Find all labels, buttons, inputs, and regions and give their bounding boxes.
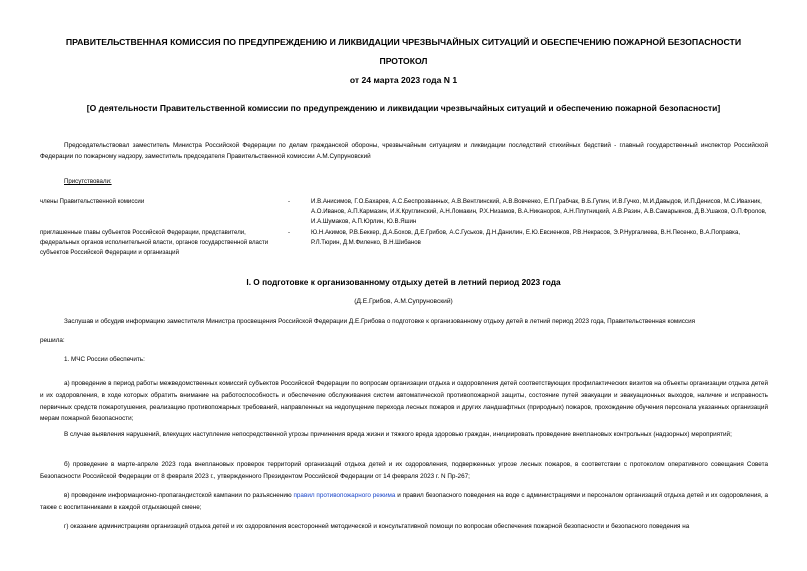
doc-subject: [О деятельности Правительственной комиссии по предупреждению и ликвидации чрезвычайных ситуаций и обеспечению пожарной безопасности] [86,103,721,113]
section-speakers: (Д.Е.Грибов, А.М.Супруновский) [354,298,453,305]
section-intro: Заслушав и обсудив информацию заместителя Министра просвещения Российской Федерации Д.Е.Грибова о подготовке к организованному отдыху детей в летний период 2023 года, Правительственная комиссия [64,318,696,325]
doc-type: ПРОТОКОЛ [379,56,428,66]
section-title: I. О подготовке к организованному отдыху детей в летний период 2023 года [246,277,561,287]
item-g: г) оказание администрациям организаций отдыха детей и их оздоровления всесторонней методической и консультативной помощи по вопросам обеспечения пожарной безопасности и безопасного поведения на [64,523,690,530]
doc-date-number: от 24 марта 2023 года N 1 [349,75,458,85]
item-v-text-before: в) проведение информационно-пропагандистской кампании по разъяснению [64,492,294,499]
item-v-text-after: и правил безопасного поведения на воде с администрациями и персоналом организаций отдыха детей и их оздоровления, а также с воспитанниками в каждой отдыхающей смене; [40,492,768,511]
decided-label: решила: [40,337,65,344]
commission-title: ПРАВИТЕЛЬСТВЕННАЯ КОМИССИЯ ПО ПРЕДУПРЕЖДЕНИЮ И ЛИКВИДАЦИИ ЧРЕЗВЫЧАЙНЫХ СИТУАЦИЙ И ОБЕСПЕЧЕНИЮ ПОЖАРНОЙ БЕЗОПАСНОСТИ [65,37,742,47]
item-v [40,490,768,514]
item-b: б) проведение в марте-апреле 2023 года внеплановых проверок территорий организаций отдыха детей и их оздоровления, подверженных угрозе лесных пожаров, в соответствии с протоколом оперативного совещания Совета Безопасности Российской Федерации от 8 февраля 2023 г., утвержденного Президентом Российской Федерации от 14 февраля 2023 г. N Пр-267; [40,461,768,480]
attendees-heading: Присутствовали: [64,178,112,185]
item-a: а) проведение в период работы межведомственных комиссий субъектов Российской Федерации по вопросам организации отдыха и оздоровления детей соответствующих профилактических визитов на объекты организации отдыха детей и их оздоровления, в ходе которых обратить внимание на работоспособность и обеспечение обслуживания систем автоматической противопожарной защиты, состояние путей эвакуации и эвакуационных выходов, наличие и исправность первичных средств пожаротушения, реализацию противопожарных требований, направленных на недопущение перехода лесных пожаров и других ландшафтных (природных) пожаров, прохождение обучения персонала указанных организаций мерам пожарной безопасности; [40,380,768,423]
attendee-role-members: члены Правительственной комиссии [40,198,145,205]
item-1: 1. МЧС России обеспечить: [64,356,145,363]
attendee-names-members: И.В.Анисимов, Г.О.Бахарев, А.С.Беспрозванных, А.В.Вентлинский, А.В.Вовченко, Е.П.Грабчак, В.Б.Гупин, И.В.Гучко, М.И.Давыдов, И.П.Денисов, М.С.Ивахник, А.О.Иванов, А.П.Кармазин, И.К.Круглинский, А.Н.Ломакин, Р.Х.Низамов, В.А.Никаноров, А.Н.Плутницкий, А.В.Разин, А.В.Самарыкнов, Д.В.Ушаков, О.П.Фролов, И.А.Шумаков, А.П.Юрлин, Ю.В.Яшин [311,198,767,225]
attendee-dash: - [288,229,291,236]
presiding-paragraph: Председательствовал заместитель Министра Российской Федерации по делам гражданской обороны, чрезвычайным ситуациям и ликвидации последствий стихийных бедствий - главный государственный инспектор Российской Федерации по пожарному надзору, заместитель председателя Правительственной комиссии А.М.Супруновский [40,142,768,160]
fire-regime-rules-link[interactable]: правил противопожарного режима [293,492,396,499]
attendee-names-invited: Ю.Н.Акимов, Р.В.Беккер, Д.А.Бохов, Д.Е.Грибов, А.С.Гуськов, Д.Н.Данилин, Е.Ю.Евсиенков, Р.В.Некрасов, Э.Р.Нургалиева, В.Н.Песенко, В.А.Поправка, Р.Л.Тюрин, Д.М.Филенко, В.Н.Шибанов [311,229,741,246]
attendee-dash: - [288,198,291,205]
attendee-role-invited: приглашенные главы субъектов Российской Федерации, представители, федеральных органов исполнительной власти, органов государственной власти субъектов Российской Федерации и организаций [40,229,269,256]
violations-paragraph: В случае выявления нарушений, влекущих наступление непосредственной угрозы причинения вреда жизни и тяжкого вреда здоровью граждан, инициировать проведение внеплановых контрольных (надзорных) мероприятий; [64,431,732,438]
